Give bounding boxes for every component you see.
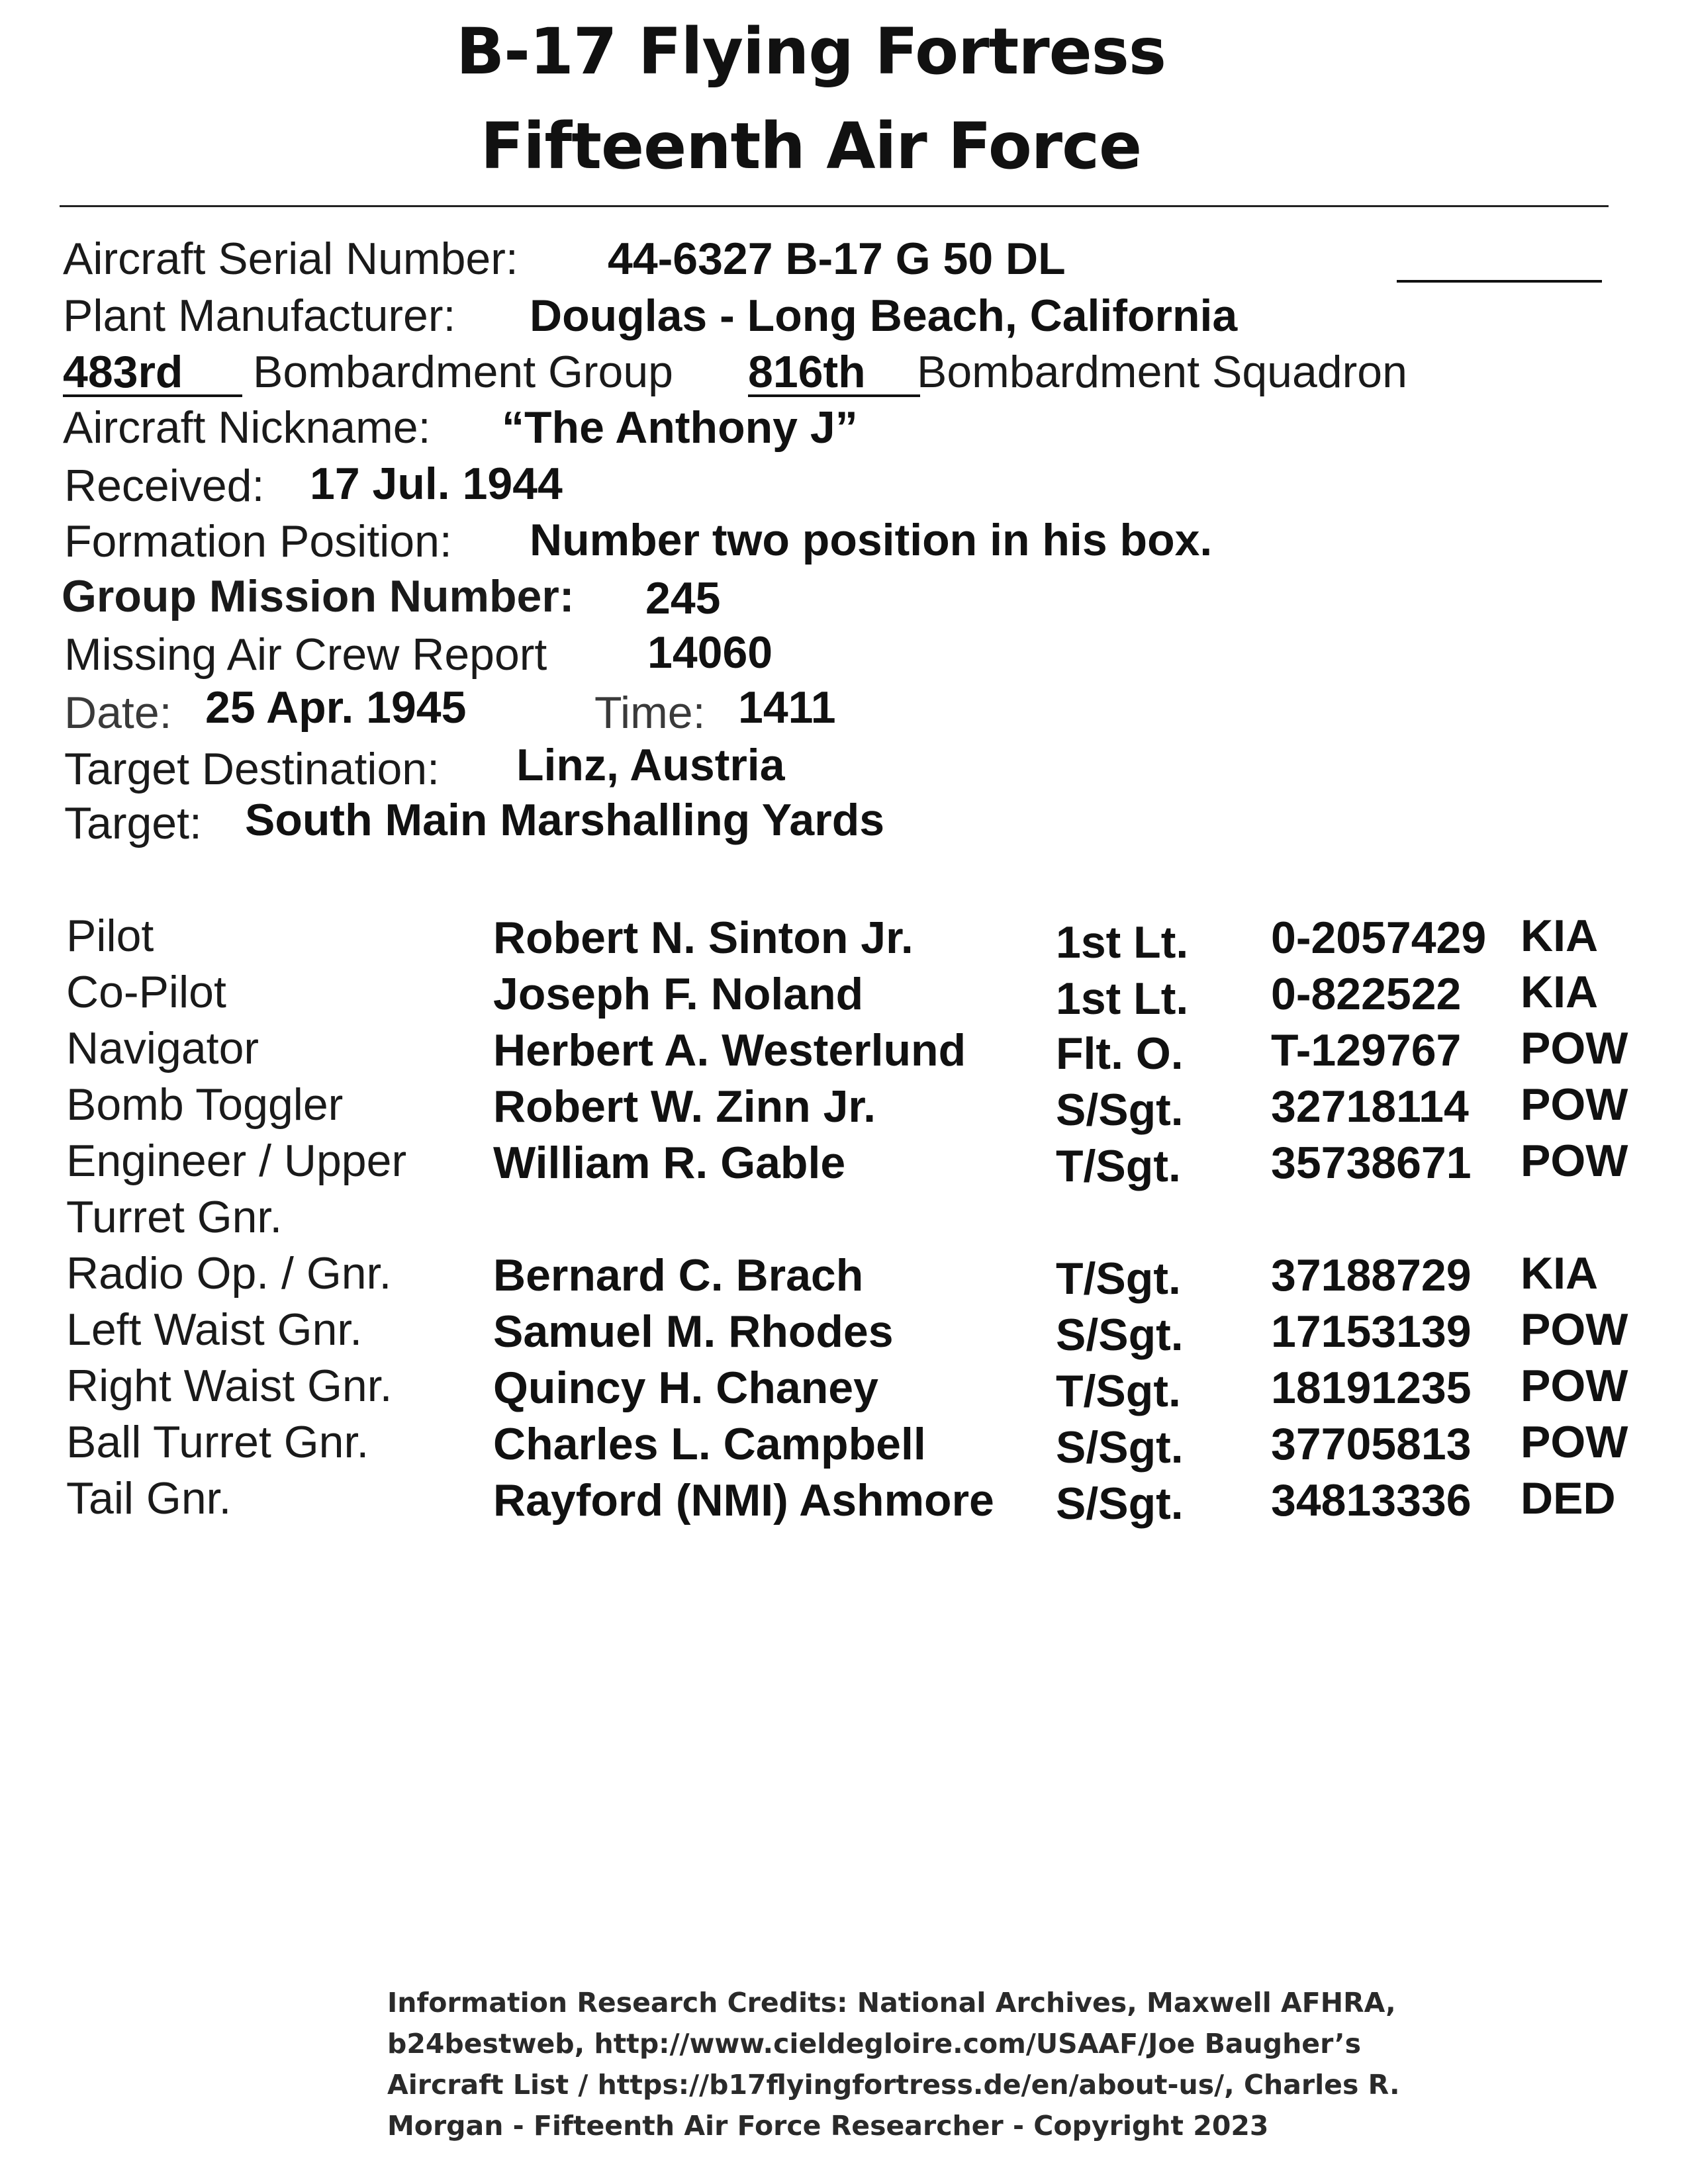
- crew-name: Quincy H. Chaney: [493, 1363, 878, 1413]
- crew-name: William R. Gable: [493, 1138, 846, 1188]
- crew-serial: T-129767: [1271, 1025, 1462, 1075]
- macr-label: Missing Air Crew Report: [64, 629, 547, 680]
- crew-position: Ball Turret Gnr.: [66, 1417, 369, 1467]
- received-label: Received:: [64, 461, 265, 511]
- crew-name: Herbert A. Westerlund: [493, 1025, 966, 1075]
- time-value: 1411: [738, 682, 836, 733]
- crew-status: KIA: [1521, 967, 1599, 1017]
- crew-position: Radio Op. / Gnr.: [66, 1248, 392, 1298]
- credits-line: Aircraft List / https://b17flyingfortress.de/en/about-us/, Charles R.: [387, 2069, 1400, 2101]
- crew-position: Bomb Toggler: [66, 1079, 344, 1130]
- crew-rank: 1st Lt.: [1056, 974, 1189, 1024]
- credits-line: b24bestweb, http://www.cieldegloire.com/USAAF/Joe Baugher’s: [387, 2028, 1362, 2060]
- crew-serial: 32718114: [1271, 1081, 1469, 1132]
- target-value: South Main Marshalling Yards: [245, 795, 885, 845]
- credits-line: Morgan - Fifteenth Air Force Researcher - Copyright 2023: [387, 2110, 1269, 2142]
- crew-status: POW: [1521, 1417, 1628, 1467]
- title-divider: [60, 205, 1609, 207]
- date-label: Date:: [64, 688, 172, 738]
- crew-position: Right Waist Gnr.: [66, 1361, 393, 1411]
- crew-rank: 1st Lt.: [1056, 917, 1189, 968]
- crew-rank: Flt. O.: [1056, 1028, 1184, 1079]
- macr-value: 14060: [647, 627, 773, 678]
- crew-serial: 17153139: [1271, 1306, 1472, 1357]
- group-number: 483rd: [63, 349, 242, 397]
- crew-serial: 18191235: [1271, 1363, 1472, 1413]
- crew-name: Robert W. Zinn Jr.: [493, 1081, 876, 1132]
- crew-name: Rayford (NMI) Ashmore: [493, 1475, 994, 1525]
- credits-block: [387, 1982, 1400, 2146]
- crew-serial: 37188729: [1271, 1250, 1472, 1300]
- crew-serial: 35738671: [1271, 1138, 1472, 1188]
- crew-name: Bernard C. Brach: [493, 1250, 864, 1300]
- crew-status: POW: [1521, 1079, 1628, 1130]
- crew-status: DED: [1521, 1473, 1616, 1524]
- destination-label: Target Destination:: [64, 744, 440, 794]
- crew-position: Engineer / Upper: [66, 1136, 407, 1186]
- serial-value: 44-6327 B-17 G 50 DL: [608, 234, 1066, 284]
- crew-position: Navigator: [66, 1023, 259, 1073]
- crew-status: POW: [1521, 1023, 1628, 1073]
- crew-rank: S/Sgt.: [1056, 1310, 1184, 1360]
- crew-serial: 0-2057429: [1271, 913, 1487, 963]
- mission-value: 245: [645, 573, 721, 623]
- crew-status: POW: [1521, 1304, 1628, 1355]
- date-value: 25 Apr. 1945: [205, 682, 467, 733]
- crew-serial: 0-822522: [1271, 969, 1462, 1019]
- squadron-number: 816th: [748, 349, 920, 397]
- crew-position: Tail Gnr.: [66, 1473, 232, 1524]
- crew-rank: T/Sgt.: [1056, 1141, 1181, 1191]
- crew-rank: T/Sgt.: [1056, 1253, 1181, 1304]
- time-label: Time:: [594, 688, 706, 738]
- crew-serial: 34813336: [1271, 1475, 1472, 1525]
- page-subtitle: Fifteenth Air Force: [480, 109, 1142, 183]
- formation-label: Formation Position:: [64, 516, 452, 567]
- crew-position: Left Waist Gnr.: [66, 1304, 363, 1355]
- manufacturer-label: Plant Manufacturer:: [63, 291, 456, 341]
- crew-name: Joseph F. Noland: [493, 969, 864, 1019]
- crew-name: Robert N. Sinton Jr.: [493, 913, 914, 963]
- manufacturer-value: Douglas - Long Beach, California: [530, 291, 1238, 341]
- credits-line: Information Research Credits: National Archives, Maxwell AFHRA,: [387, 1987, 1396, 2019]
- crew-rank: S/Sgt.: [1056, 1422, 1184, 1473]
- crew-name: Charles L. Campbell: [493, 1419, 926, 1469]
- crew-status: KIA: [1521, 911, 1599, 961]
- blank-field-line: [1397, 280, 1602, 283]
- crew-rank: S/Sgt.: [1056, 1085, 1184, 1135]
- crew-serial: 37705813: [1271, 1419, 1472, 1469]
- target-label: Target:: [64, 798, 202, 848]
- serial-label: Aircraft Serial Number:: [63, 234, 518, 284]
- crew-position: Pilot: [66, 911, 154, 961]
- crew-status: KIA: [1521, 1248, 1599, 1298]
- mission-label: Group Mission Number:: [62, 571, 575, 621]
- crew-name: Samuel M. Rhodes: [493, 1306, 894, 1357]
- crew-position: Co-Pilot: [66, 967, 226, 1017]
- nickname-value: “The Anthony J”: [502, 402, 858, 453]
- crew-status: POW: [1521, 1136, 1628, 1186]
- page-title: B-17 Flying Fortress: [455, 15, 1166, 89]
- crew-status: POW: [1521, 1361, 1628, 1411]
- crew-position-line2: Turret Gnr.: [66, 1192, 283, 1242]
- nickname-label: Aircraft Nickname:: [63, 402, 431, 453]
- destination-value: Linz, Austria: [516, 740, 785, 790]
- received-value: 17 Jul. 1944: [310, 459, 563, 509]
- group-label: Bombardment Group: [253, 347, 673, 397]
- crew-rank: S/Sgt.: [1056, 1479, 1184, 1529]
- squadron-label: Bombardment Squadron: [917, 347, 1407, 397]
- formation-value: Number two position in his box.: [530, 515, 1213, 565]
- crew-rank: T/Sgt.: [1056, 1366, 1181, 1416]
